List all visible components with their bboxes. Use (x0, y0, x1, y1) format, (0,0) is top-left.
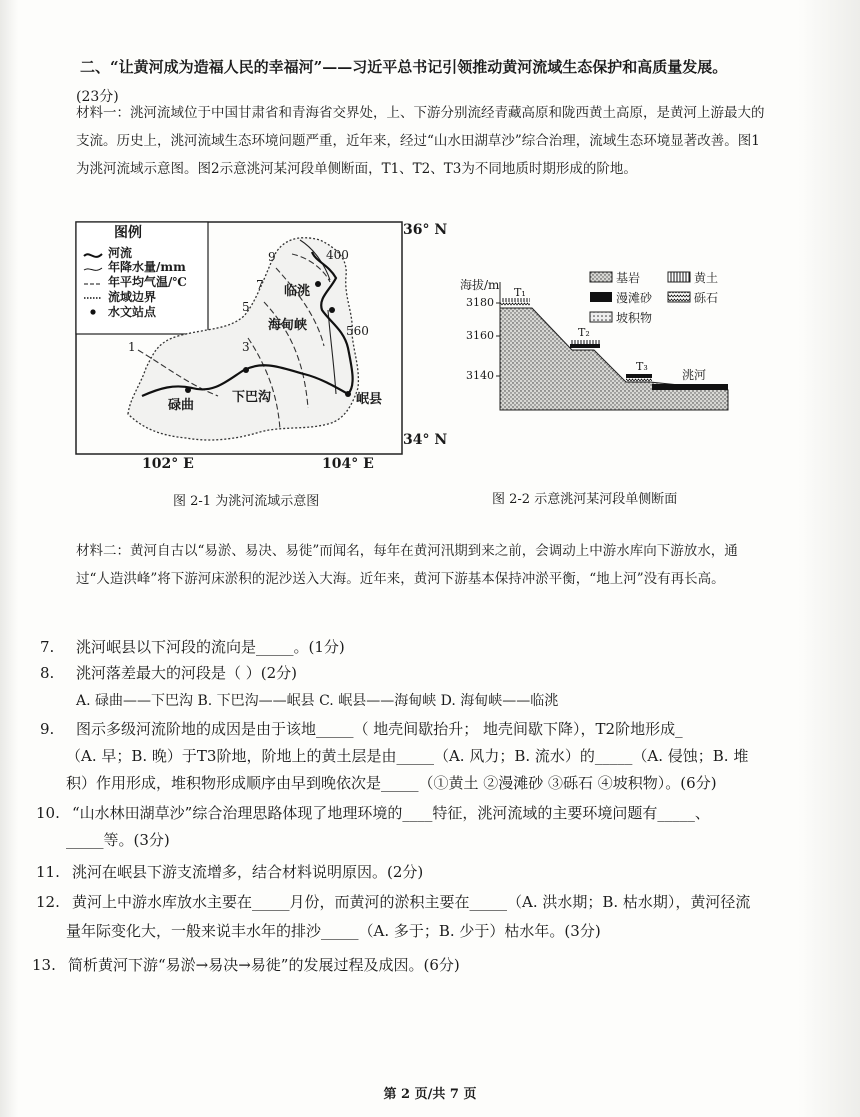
question-8-options: A. 碌曲——下巴沟 B. 下巴沟——岷县 C. 岷县——海甸峡 D. 海甸峡——临洮 (76, 693, 559, 709)
question-number: 8. (40, 664, 55, 682)
question-13 (32, 954, 460, 975)
section-heading: 二、“让黄河成为造福人民的幸福河”——习近平总书记引领推动黄河流域生态保护和高质量发展。 (80, 58, 728, 76)
tick-3160: 3160 (466, 329, 494, 342)
section-score: (23分) (76, 89, 119, 105)
question-7 (40, 636, 345, 657)
tick-3180: 3180 (466, 296, 494, 309)
place-xiaba: 下巴沟 (232, 390, 272, 405)
question-number: 10. (36, 804, 60, 822)
map-legend-title: 图例 (114, 225, 142, 241)
legend-bedrock: 基岩 (616, 271, 641, 285)
terrace-t1: T₁ (514, 286, 526, 299)
question-text: 图示多级河流阶地的成因是由于该地_____（ 地壳间歇抬升； 地壳间歇下降），T2阶地形成_ (76, 720, 683, 738)
temp-7: 7 (256, 278, 264, 292)
question-10 (36, 802, 710, 823)
place-haidian: 海甸峡 (268, 318, 308, 333)
question-number: 7. (40, 638, 55, 656)
lat-36: 36° N (403, 222, 448, 238)
question-9 (40, 718, 683, 739)
question-number: 9. (40, 720, 55, 738)
question-text: 洮河落差最大的河段是（ ）(2分) (76, 664, 298, 682)
question-text: 洮河在岷县下游支流增多，结合材料说明原因。(2分) (72, 863, 424, 881)
precip-400: 400 (326, 248, 349, 262)
question-11 (36, 861, 423, 882)
map-caption: 图 2-1 为洮河流域示意图 (173, 494, 320, 509)
temp-3: 3 (242, 340, 250, 354)
legend-river: 河流 (108, 246, 133, 260)
question-12 (36, 891, 750, 912)
question-12-line-2: 量年际变化大，一般来说丰水年的排沙_____（A. 多于；B. 少于）枯水年。(3分) (66, 922, 601, 940)
legend-gravel: 砾石 (694, 291, 719, 305)
question-9-line-2: （A. 早；B. 晚）于T3阶地，阶地上的黄土层是由_____（A. 风力；B. 流水）的_____（A. 侵蚀；B. 堆 (66, 747, 749, 765)
lat-34: 34° N (403, 432, 448, 448)
precip-560: 560 (346, 324, 369, 338)
question-text: 黄河上中游水库放水主要在_____月份，而黄河的淤积主要在_____（A. 洪水期；B. 枯水期），黄河径流 (72, 893, 751, 911)
profile-axis-label: 海拔/m (460, 278, 500, 292)
river-label: 洮河 (682, 368, 707, 382)
lon-104: 104° E (322, 456, 374, 472)
terrace-t2: T₂ (578, 326, 590, 339)
question-9-line-3: 积）作用形成，堆积物形成顺序由早到晚依次是_____（①黄土 ②漫滩砂 ③砾石 ④坡积物）。(6分) (66, 774, 717, 792)
legend-boundary: 流域边界 (108, 290, 157, 304)
temp-9: 9 (268, 250, 276, 264)
temp-5: 5 (242, 300, 250, 314)
legend-temp: 年平均气温/℃ (108, 275, 187, 289)
place-minxian: 岷县 (356, 392, 383, 407)
material-two: 材料二：黄河自古以“易淤、易决、易徙”而闻名，每年在黄河汛期到来之前，会调动上中游水库向下游放水，通过“人造洪峰”将下游河床淤积的泥沙送入大海。近年来，黄河下游基本保持冲淤平衡，“地上河”没有再长高。 (76, 543, 738, 587)
taohe-basin-map (68, 218, 448, 474)
terrace-t3: T₃ (636, 360, 648, 373)
question-number: 12. (36, 893, 60, 911)
place-luqu: 碌曲 (168, 398, 195, 413)
question-number: 11. (36, 863, 60, 881)
page-footer: 第 2 页/共 7 页 (383, 1087, 477, 1102)
question-number: 13. (32, 956, 56, 974)
question-text: 简析黄河下游“易淤→易决→易徙”的发展过程及成因。(6分) (68, 956, 460, 974)
question-10-line-2: _____等。(3分) (66, 831, 170, 849)
place-lintao: 临洮 (284, 284, 311, 299)
legend-precip: 年降水量/mm (108, 260, 186, 274)
lon-102: 102° E (142, 456, 194, 472)
legend-station: 水文站点 (108, 305, 157, 319)
temp-1: 1 (128, 340, 136, 354)
material-one: 材料一：洮河流域位于中国甘肃省和青海省交界处，上、下游分别流经青藏高原和陇西黄土高原，是黄河上游最大的支流。历史上，洮河流域生态环境问题严重，近年来，经过“山水田湖草沙”综合治理，流域生态环境显著改善。图1为洮河流域示意图。图2示意洮河某河段单侧断面，T1、T2、T3为不同地质时期形成的阶地。 (76, 105, 765, 177)
terrace-profile (460, 258, 750, 423)
legend-colluvium: 坡积物 (616, 311, 653, 325)
question-text: “山水林田湖草沙”综合治理思路体现了地理环境的____特征，洮河流域的主要环境问题有_____、 (72, 804, 710, 822)
tick-3140: 3140 (466, 369, 494, 382)
profile-caption: 图 2-2 示意洮河某河段单侧断面 (492, 492, 678, 507)
legend-floodplain-sand: 漫滩砂 (616, 291, 653, 305)
question-8 (40, 662, 297, 683)
legend-loess: 黄土 (694, 271, 719, 285)
question-text: 洮河岷县以下河段的流向是_____。(1分) (76, 638, 345, 656)
